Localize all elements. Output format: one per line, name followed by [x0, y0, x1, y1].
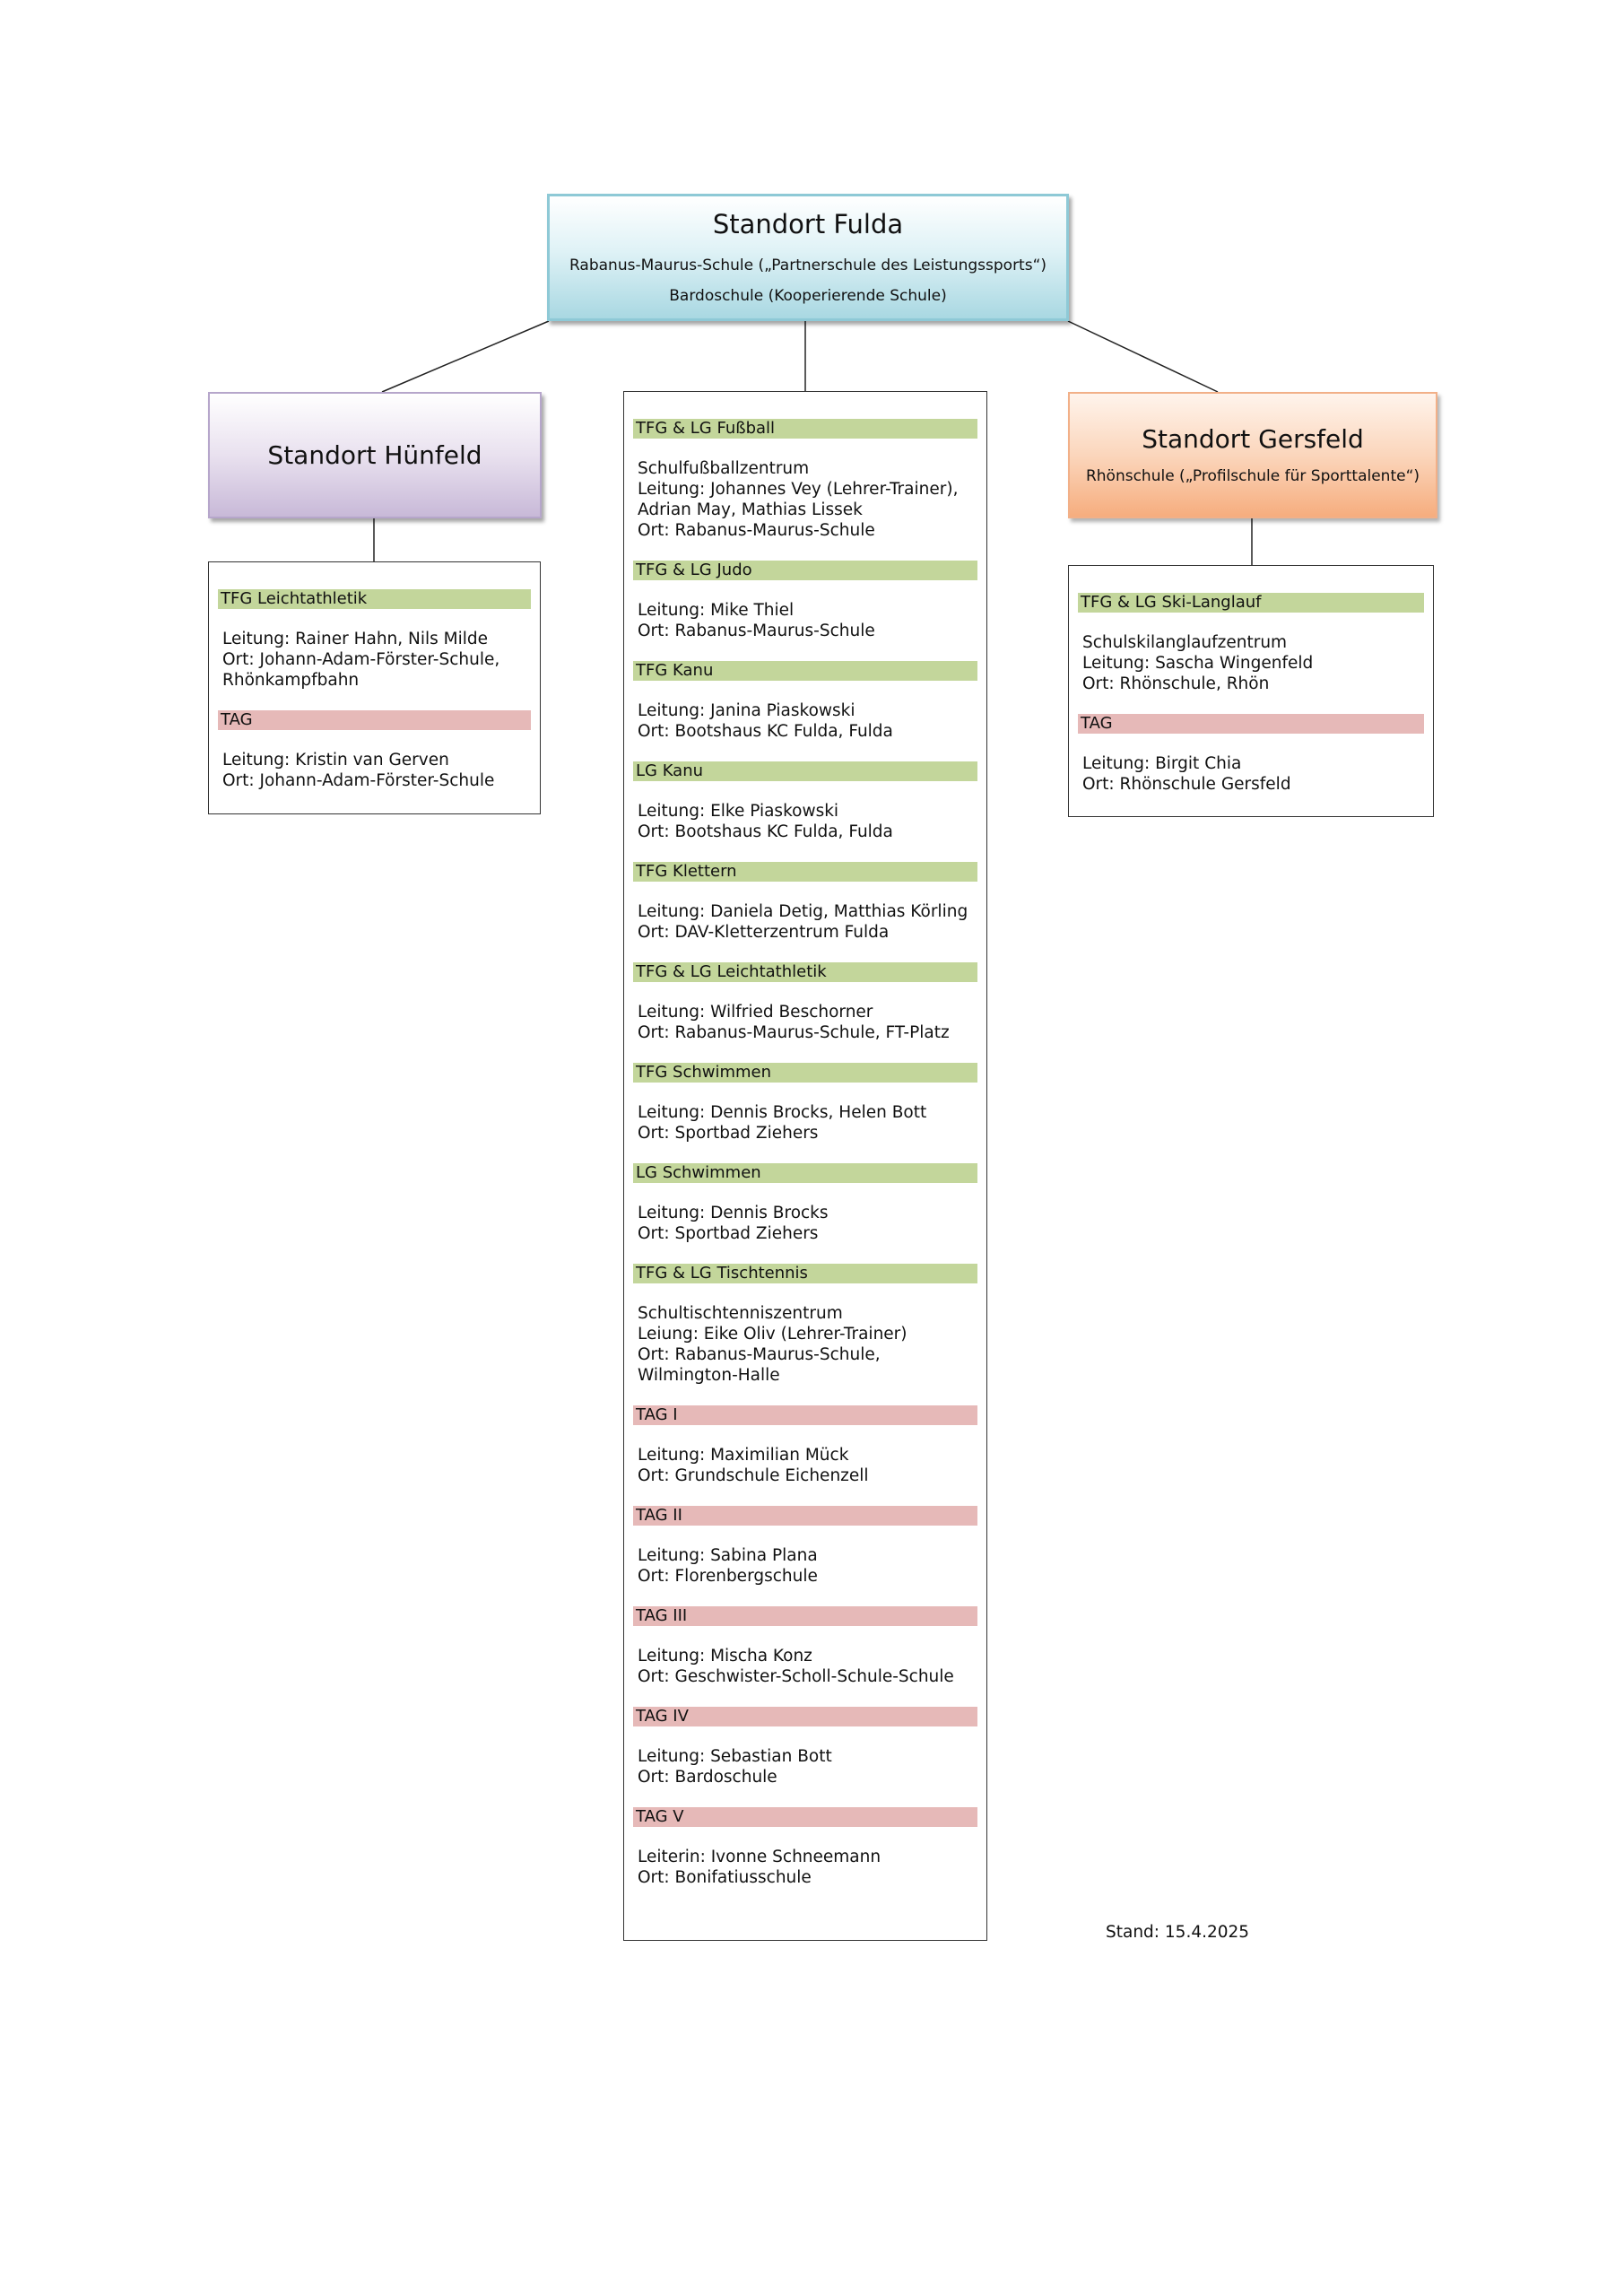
- section-details: [220, 609, 529, 691]
- stand-date: Stand: 15.4.2025: [1106, 1923, 1250, 1942]
- section-details: [635, 580, 976, 641]
- section-details: [635, 982, 976, 1043]
- section-detail-line: Leitung: Wilfried Beschorner: [638, 1003, 873, 1022]
- section-header: TFG & LG Ski-Langlauf: [1078, 593, 1424, 613]
- section-details: [635, 781, 976, 842]
- section-header: TAG: [1078, 714, 1424, 734]
- section-detail-line: Ort: Rabanus-Maurus-Schule: [638, 622, 875, 640]
- section-detail-line: Leitung: Sascha Wingenfeld: [1082, 654, 1314, 673]
- section-detail-line: Leitung: Birgit Chia: [1082, 754, 1242, 773]
- section-detail-line: Ort: Bootshaus KC Fulda, Fulda: [638, 722, 893, 741]
- section-detail-line: Leitung: Johannes Vey (Lehrer-Trainer),: [638, 480, 959, 499]
- section-detail-line: Leitung: Janina Piaskowski: [638, 701, 855, 720]
- connector-fulda-huenfeld: [382, 321, 549, 392]
- huenfeld-groups-list: [208, 561, 541, 814]
- standort-huenfeld-title: Standort Hünfeld: [267, 439, 482, 470]
- gersfeld-groups-list: [1068, 565, 1434, 817]
- section-header: LG Schwimmen: [633, 1163, 977, 1183]
- section-details: [220, 730, 529, 791]
- section-detail-line: Adrian May, Mathias Lissek: [638, 500, 863, 519]
- standort-fulda-subtitle-1: Rabanus-Maurus-Schule („Partnerschule des Leistungssports“): [569, 257, 1047, 275]
- section-detail-line: Leiung: Eike Oliv (Lehrer-Trainer): [638, 1325, 908, 1344]
- section-details: [635, 1425, 976, 1486]
- section-detail-line: Rhönkampfbahn: [222, 671, 360, 690]
- section-detail-line: Leitung: Mischa Konz: [638, 1647, 812, 1665]
- section-details: [635, 681, 976, 742]
- section-header: TFG Kanu: [633, 661, 977, 681]
- standort-fulda-box: [547, 194, 1069, 321]
- section-detail-line: Ort: Johann-Adam-Förster-Schule,: [222, 650, 500, 669]
- section-detail-line: Ort: Rabanus-Maurus-Schule,: [638, 1345, 881, 1364]
- section-details: [635, 1083, 976, 1144]
- section-details: [635, 882, 976, 943]
- section-detail-line: Leitung: Kristin van Gerven: [222, 751, 449, 770]
- section-detail-line: Leiterin: Ivonne Schneemann: [638, 1848, 881, 1866]
- section-header: TAG I: [633, 1405, 977, 1425]
- section-details: [635, 439, 976, 541]
- section-header: TAG III: [633, 1606, 977, 1626]
- section-header: TAG IV: [633, 1707, 977, 1726]
- section-detail-line: Leitung: Maximilian Mück: [638, 1446, 849, 1465]
- section-detail-line: Leitung: Sebastian Bott: [638, 1747, 832, 1766]
- section-header: TFG Leichtathletik: [218, 589, 531, 609]
- section-detail-line: Schulskilanglaufzentrum: [1082, 633, 1288, 652]
- section-detail-line: Leitung: Dennis Brocks, Helen Bott: [638, 1103, 927, 1122]
- section-header: LG Kanu: [633, 761, 977, 781]
- section-header: TFG & LG Leichtathletik: [633, 962, 977, 982]
- section-detail-line: Ort: Grundschule Eichenzell: [638, 1466, 869, 1485]
- section-detail-line: Ort: Bootshaus KC Fulda, Fulda: [638, 822, 893, 841]
- section-detail-line: Ort: Johann-Adam-Förster-Schule: [222, 771, 495, 790]
- section-detail-line: Ort: Rabanus-Maurus-Schule: [638, 521, 875, 540]
- section-detail-line: Ort: Rabanus-Maurus-Schule, FT-Platz: [638, 1023, 950, 1042]
- fulda-groups-list: [623, 391, 987, 1941]
- section-detail-line: Leitung: Mike Thiel: [638, 601, 795, 620]
- standort-gersfeld-subtitle: Rhönschule („Profilschule für Sporttalente“): [1085, 467, 1420, 486]
- standort-fulda-subtitle-2: Bardoschule (Kooperierende Schule): [669, 287, 947, 306]
- standort-fulda-title: Standort Fulda: [712, 208, 904, 239]
- section-detail-line: Ort: Bardoschule: [638, 1768, 777, 1787]
- section-detail-line: Leitung: Rainer Hahn, Nils Milde: [222, 630, 489, 648]
- section-header: TFG & LG Judo: [633, 561, 977, 580]
- section-header: TFG & LG Fußball: [633, 419, 977, 439]
- section-detail-line: Leitung: Dennis Brocks: [638, 1204, 829, 1222]
- section-detail-line: Ort: Sportbad Ziehers: [638, 1124, 819, 1143]
- section-header: TAG II: [633, 1506, 977, 1526]
- section-detail-line: Ort: Rhönschule Gersfeld: [1082, 775, 1291, 794]
- section-details: [635, 1626, 976, 1687]
- section-details: [635, 1183, 976, 1244]
- section-detail-line: Ort: Bonifatiusschule: [638, 1868, 812, 1887]
- section-detail-line: Wilmington-Halle: [638, 1366, 780, 1385]
- section-header: TAG V: [633, 1807, 977, 1827]
- section-header: TFG & LG Tischtennis: [633, 1264, 977, 1283]
- section-detail-line: Ort: Rhönschule, Rhön: [1082, 674, 1270, 693]
- standort-gersfeld-box: [1068, 392, 1437, 518]
- section-details: [1080, 613, 1422, 694]
- connector-fulda-gersfeld: [1068, 321, 1218, 392]
- section-header: TFG Schwimmen: [633, 1063, 977, 1083]
- section-details: [635, 1726, 976, 1787]
- section-details: [635, 1526, 976, 1587]
- standort-huenfeld-box: [208, 392, 542, 518]
- section-detail-line: Ort: Geschwister-Scholl-Schule-Schule: [638, 1667, 954, 1686]
- section-details: [1080, 734, 1422, 795]
- section-header: TFG Klettern: [633, 862, 977, 882]
- section-detail-line: Schultischtenniszentrum: [638, 1304, 843, 1323]
- section-header: TAG: [218, 710, 531, 730]
- section-detail-line: Ort: Florenbergschule: [638, 1567, 818, 1586]
- section-detail-line: Leitung: Elke Piaskowski: [638, 802, 839, 821]
- standort-gersfeld-title: Standort Gersfeld: [1142, 423, 1364, 454]
- section-detail-line: Leitung: Daniela Detig, Matthias Körling: [638, 902, 968, 921]
- section-detail-line: Ort: Sportbad Ziehers: [638, 1224, 819, 1243]
- section-detail-line: Ort: DAV-Kletterzentrum Fulda: [638, 923, 890, 942]
- section-detail-line: Schulfußballzentrum: [638, 459, 810, 478]
- section-detail-line: Leitung: Sabina Plana: [638, 1546, 818, 1565]
- section-details: [635, 1827, 976, 1888]
- section-details: [635, 1283, 976, 1386]
